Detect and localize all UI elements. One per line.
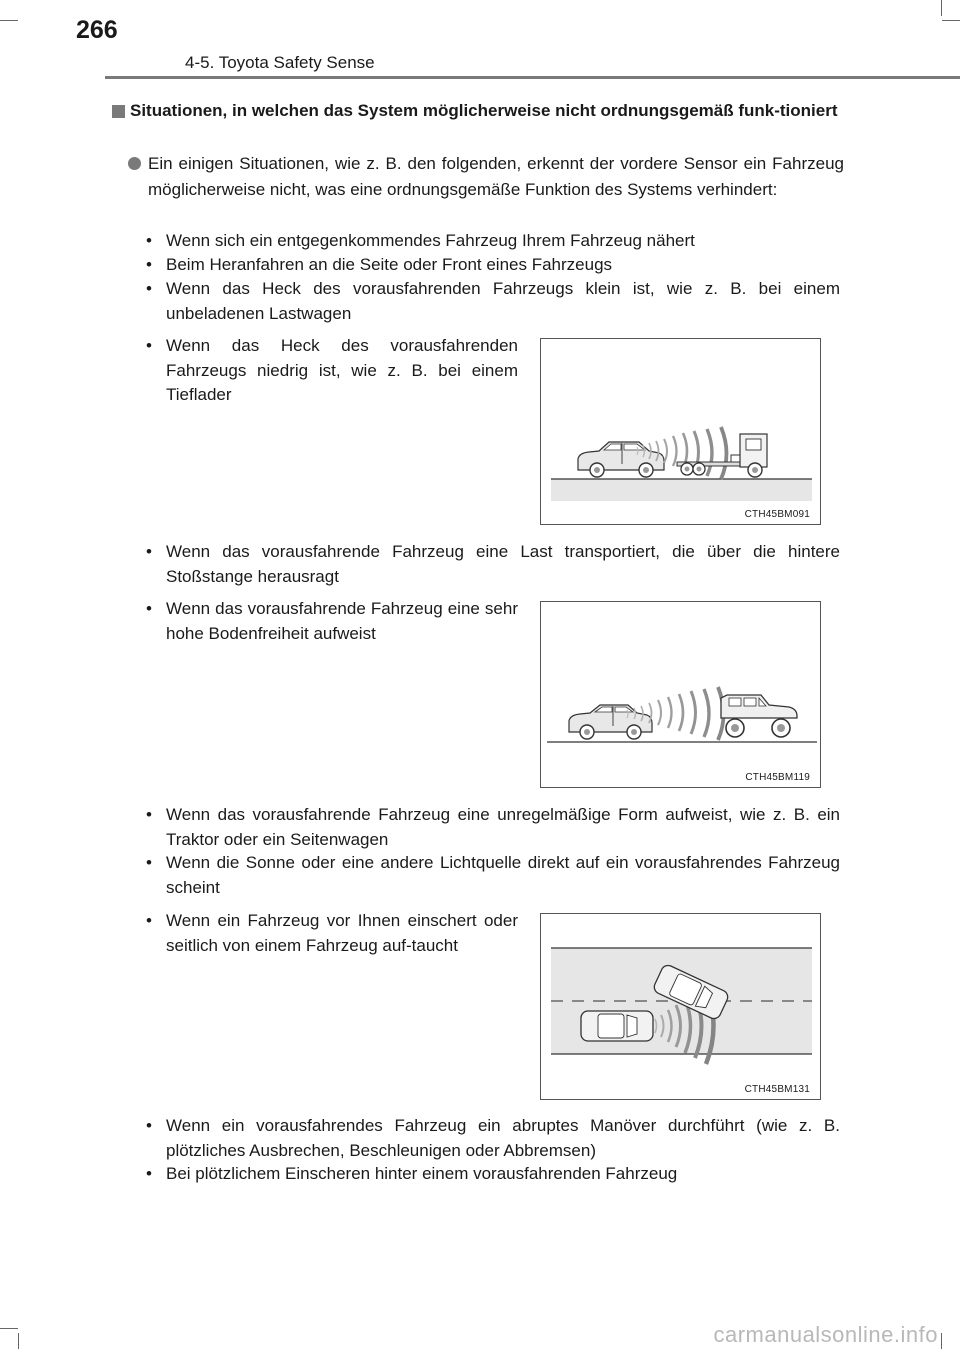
figure-code: CTH45BM119 [745, 772, 810, 783]
figure-low-loader [540, 338, 821, 525]
crop-mark [0, 20, 18, 21]
list-item [146, 1114, 840, 1163]
bullet-icon: • [146, 805, 152, 824]
header-divider [105, 76, 960, 79]
bullet-icon: • [146, 542, 152, 561]
list-item-text: Wenn sich ein entgegenkommendes Fahrzeug Ihrem Fahrzeug nähert [166, 231, 695, 250]
list-item [146, 909, 518, 958]
list-item-text: Bei plötzlichem Einscheren hinter einem vorausfahrenden Fahrzeug [166, 1164, 678, 1183]
intro-text: Ein einigen Situationen, wie z. B. den folgenden, erkennt der vordere Sensor ein Fahrzeug möglicherweise nicht, was eine ordnungsgemäße Funktion des Systems verhindert: [148, 154, 844, 199]
low-loader-illustration [541, 339, 821, 525]
section-title: Situationen, in welchen das System möglicherweise nicht ordnungsgemäß funk-tioniert [130, 101, 838, 120]
bullet-icon: • [146, 231, 152, 250]
figure-cut-in [540, 913, 821, 1100]
list-item-text: Wenn das Heck des vorausfahrenden Fahrzeugs niedrig ist, wie z. B. bei einem Tieflader [166, 336, 518, 404]
bullet-icon: • [146, 1116, 152, 1135]
list-item [146, 803, 840, 852]
list-item-text: Beim Heranfahren an die Seite oder Front eines Fahrzeugs [166, 255, 613, 274]
chapter-title: 4-5. Toyota Safety Sense [185, 53, 375, 72]
crop-mark [942, 20, 960, 21]
bullet-icon: • [146, 853, 152, 872]
figure-high-clearance [540, 601, 821, 788]
high-clearance-illustration [541, 602, 821, 788]
circle-bullet-icon [128, 157, 141, 170]
list-item [146, 334, 518, 408]
crop-mark [941, 1333, 942, 1349]
list-item [146, 1162, 840, 1187]
bullet-icon: • [146, 336, 152, 355]
list-item [146, 597, 518, 646]
intro-paragraph [128, 151, 844, 203]
list-item-text: Wenn das Heck des vorausfahrenden Fahrzeugs klein ist, wie z. B. bei einem unbeladenen Lastwagen [166, 279, 840, 323]
list-item-text: Wenn das vorausfahrende Fahrzeug eine unregelmäßige Form aufweist, wie z. B. ein Traktor oder ein Seitenwagen [166, 805, 840, 849]
crop-mark [0, 1328, 18, 1329]
bullet-icon: • [146, 279, 152, 298]
list-item [146, 253, 840, 278]
bullet-icon: • [146, 599, 152, 618]
figure-code: CTH45BM091 [744, 509, 810, 520]
list-item-text: Wenn ein vorausfahrendes Fahrzeug ein abruptes Manöver durchführt (wie z. B. plötzliches Ausbrechen, Beschleunigen oder Abbremsen) [166, 1116, 840, 1160]
list-item-text: Wenn das vorausfahrende Fahrzeug eine sehr hohe Bodenfreiheit aufweist [166, 599, 518, 643]
page-number: 266 [76, 16, 118, 44]
cut-in-illustration [541, 914, 821, 1100]
section-heading [112, 98, 840, 124]
figure-code: CTH45BM131 [744, 1084, 810, 1095]
list-item [146, 851, 840, 900]
crop-mark [941, 0, 942, 16]
square-bullet-icon [112, 105, 125, 118]
watermark: carmanualsonline.info [713, 1322, 938, 1347]
crop-mark [18, 1333, 19, 1349]
bullet-icon: • [146, 1164, 152, 1183]
list-item [146, 540, 840, 589]
list-item-text: Wenn das vorausfahrende Fahrzeug eine Last transportiert, die über die hintere Stoßstange herausragt [166, 542, 840, 586]
list-item [146, 229, 840, 254]
bullet-icon: • [146, 911, 152, 930]
list-item-text: Wenn die Sonne oder eine andere Lichtquelle direkt auf ein vorausfahrendes Fahrzeug scheint [166, 853, 840, 897]
bullet-icon: • [146, 255, 152, 274]
list-item [146, 277, 840, 326]
list-item-text: Wenn ein Fahrzeug vor Ihnen einschert oder seitlich von einem Fahrzeug auf-taucht [166, 911, 518, 955]
